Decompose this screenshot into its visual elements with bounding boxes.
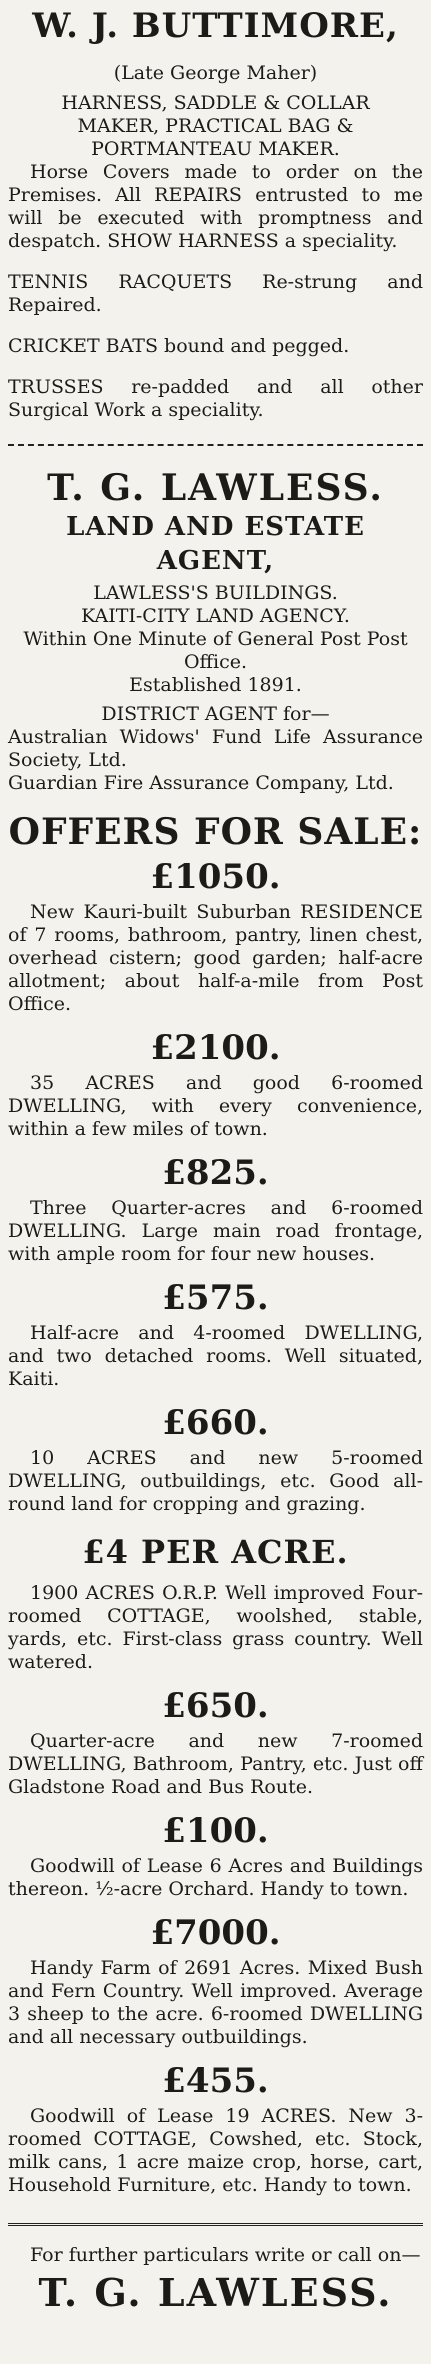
listing-price: £455.: [162, 2061, 269, 2101]
listing-price: £2100.: [150, 1028, 281, 1068]
listing-description: Quarter-acre and new 7-roomed DWELLING, Bathroom, Pantry, etc. Just off Gladstone Road and Bus Route.: [8, 1730, 423, 1798]
listing: [8, 1811, 423, 1901]
trade-line: MAKER, PRACTICAL BAG &: [77, 115, 354, 137]
newspaper-advertisements: [0, 4, 431, 2364]
trade-line: HARNESS, SADDLE & COLLAR: [61, 92, 370, 114]
footer-contact: For further particulars write or call on—: [30, 2244, 421, 2266]
buttimore-tennis: TENNIS RACQUETS Re-strung and Repaired.: [8, 271, 423, 316]
lawless-established: Established 1891.: [129, 674, 302, 696]
listing-description: Handy Farm of 2691 Acres. Mixed Bush and Fern Country. Well improved. Average 3 sheep to the acre. 6-roomed DWELLING and all necessary outbuildings.: [8, 1957, 423, 2048]
footer-divider: [8, 2223, 423, 2226]
buttimore-repairs: Horse Covers made to order on the Premises. All REPAIRS entrusted to me will be executed with promptness and despatch. SHOW HARNESS a speciality.: [8, 161, 423, 252]
lawless-location: Within One Minute of General Post Post Office.: [23, 628, 408, 673]
listing-price: £660.: [162, 1403, 269, 1443]
agency-item: Guardian Fire Assurance Company, Ltd.: [8, 772, 394, 794]
listing-price: £1050.: [150, 857, 281, 897]
buttimore-advertisement: [8, 4, 423, 422]
listing: [8, 1153, 423, 1266]
listing-description: Goodwill of Lease 19 ACRES. New 3-roomed COTTAGE, Cowshed, etc. Stock, milk cans, 1 acre maize crop, horse, cart, Household Furniture, etc. Handy to town.: [8, 2105, 423, 2196]
lawless-name: T. G. LAWLESS.: [47, 467, 384, 509]
listing: [8, 857, 423, 1016]
listing-description: Half-acre and 4-roomed DWELLING, and two detached rooms. Well situated, Kaiti.: [8, 1322, 423, 1390]
listing: [8, 1028, 423, 1141]
buttimore-name: W. J. BUTTIMORE,: [32, 6, 399, 46]
listing-description: 1900 ACRES O.R.P. Well improved Four-roomed COTTAGE, woolshed, stable, yards, etc. First-class grass country. Well watered.: [8, 1582, 423, 1673]
lawless-buildings: LAWLESS'S BUILDINGS.: [93, 582, 338, 604]
listing-price: £825.: [162, 1153, 269, 1193]
section-divider: [8, 444, 423, 446]
listing: [8, 1278, 423, 1391]
lawless-advertisement: [8, 466, 423, 2313]
lawless-agency: KAITI-CITY LAND AGENCY.: [81, 605, 350, 627]
buttimore-trusses: TRUSSES re-padded and all other Surgical Work a speciality.: [8, 376, 423, 421]
listing-price: £575.: [162, 1278, 269, 1318]
listing: [8, 1913, 423, 2049]
footer-name: T. G. LAWLESS.: [38, 2270, 393, 2315]
listing-description: Three Quarter-acres and 6-roomed DWELLING. Large main road frontage, with ample room for four new houses.: [8, 1197, 423, 1265]
offers-for-sale-heading: OFFERS FOR SALE:: [8, 811, 423, 853]
listing-price: £7000.: [150, 1913, 281, 1953]
buttimore-cricket: CRICKET BATS bound and pegged.: [8, 335, 350, 357]
listing: [8, 1686, 423, 1799]
trade-line: PORTMANTEAU MAKER.: [91, 138, 340, 160]
listing-price: £100.: [162, 1811, 269, 1851]
buttimore-late-note: (Late George Maher): [113, 62, 318, 84]
listing: [8, 1403, 423, 1516]
lawless-district-agent: DISTRICT AGENT for—: [101, 703, 330, 725]
buttimore-trade: [8, 92, 423, 161]
listing: [8, 2061, 423, 2197]
agency-item: Australian Widows' Fund Life Assurance Society, Ltd.: [8, 726, 423, 771]
lawless-agent-line: LAND AND ESTATE AGENT,: [66, 512, 365, 576]
listing-price: £4 PER ACRE.: [82, 1533, 349, 1571]
listing-description: 35 ACRES and good 6-roomed DWELLING, with every convenience, within a few miles of town.: [8, 1072, 423, 1140]
listing-price: £650.: [162, 1686, 269, 1726]
listing-description: New Kauri-built Suburban RESIDENCE of 7 rooms, bathroom, pantry, linen chest, overhead cistern; good garden; half-acre allotment; about half-a-mile from Post Office.: [8, 901, 423, 1015]
listing-description: 10 ACRES and new 5-roomed DWELLING, outbuildings, etc. Good all-round land for cropping and grazing.: [8, 1447, 423, 1515]
listing: [8, 1532, 423, 1674]
listing-description: Goodwill of Lease 6 Acres and Buildings thereon. ½-acre Orchard. Handy to town.: [8, 1855, 423, 1900]
